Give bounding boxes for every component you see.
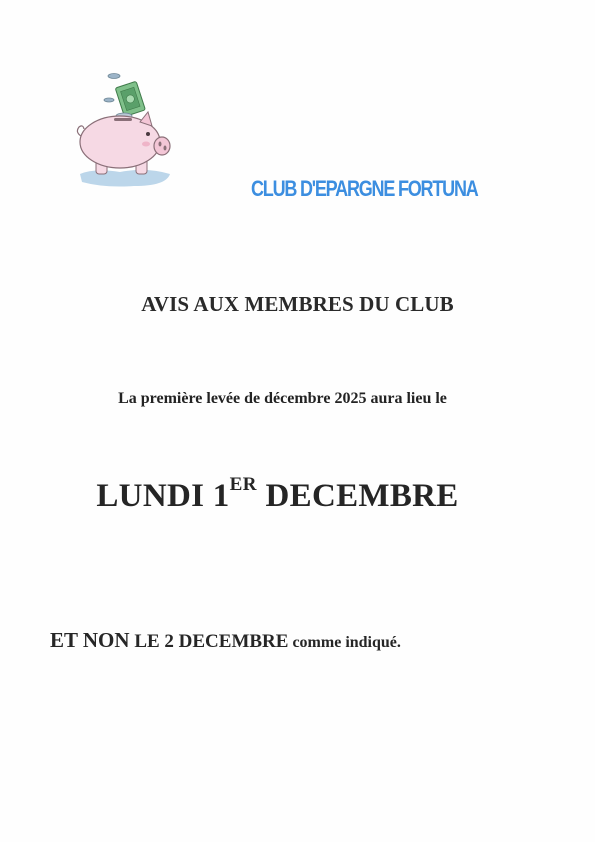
correction-line [50,628,401,653]
correction-lead: ET NON [50,628,130,652]
club-name: CLUB D'EPARGNE FORTUNA [251,176,478,201]
correction-tail: comme indiqué. [288,634,401,651]
correction-date: LE 2 DECEMBRE [129,631,289,652]
event-date-superscript: ER [229,474,257,495]
notice-title: AVIS AUX MEMBRES DU CLUB [141,292,454,316]
event-date-main: LUNDI 1 [96,478,230,514]
notice-subtitle: La première levée de décembre 2025 aura lieu le [118,390,447,407]
event-date [0,474,555,515]
piggy-bank-icon [74,70,178,194]
event-date-month: DECEMBRE [256,478,459,514]
